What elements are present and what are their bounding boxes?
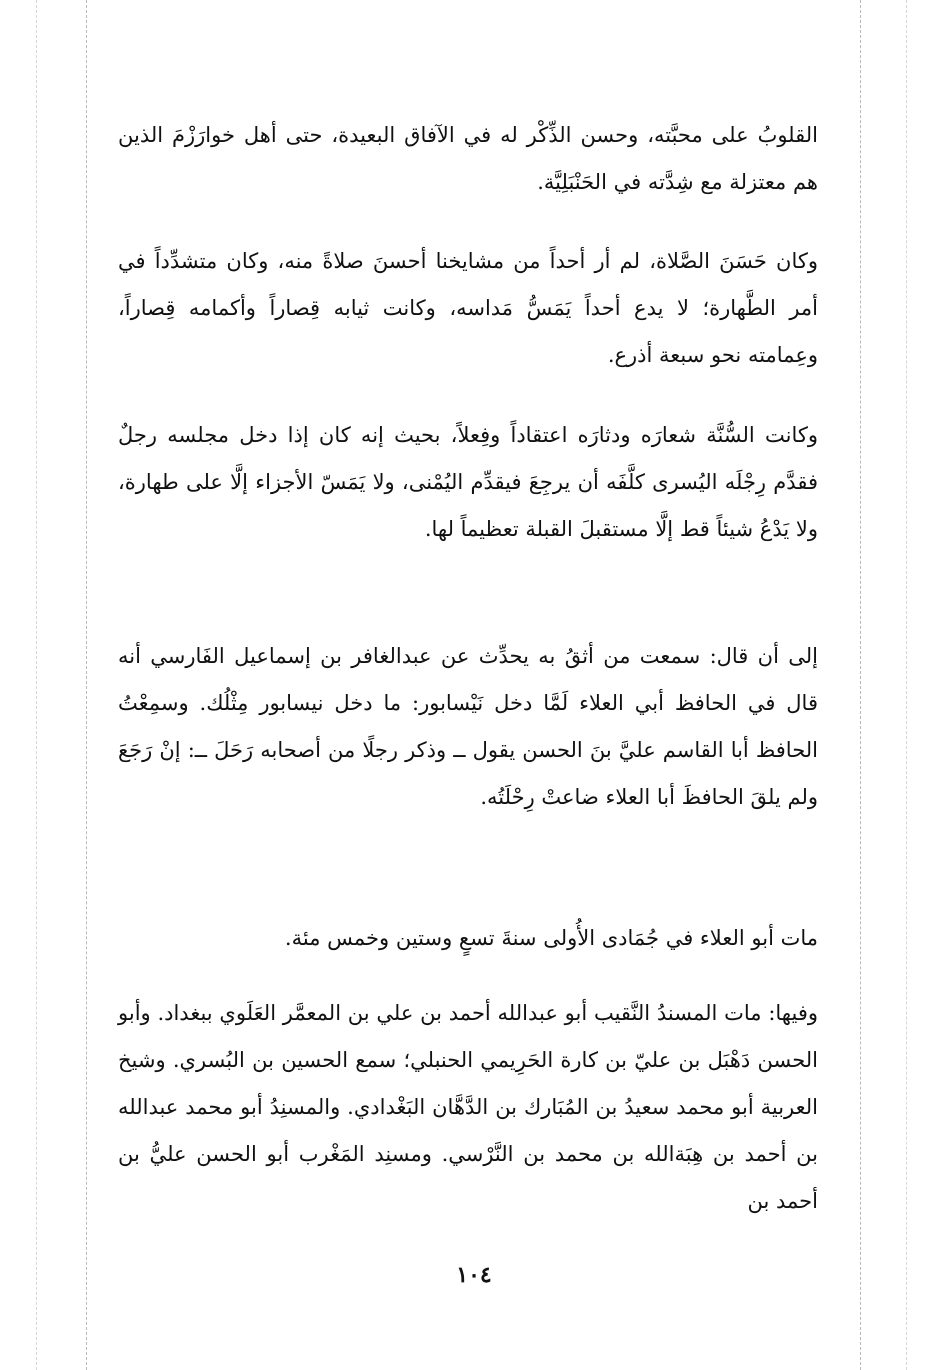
scan-border-right-outer — [906, 0, 907, 1370]
scan-border-right — [860, 0, 861, 1370]
paragraph-3: وكانت السُّنَّة شعارَه ودثارَه اعتقاداً وفِعلاً، بحيث إنه كان إذا دخل مجلسه رجلٌ فقدَّم رِجْلَه اليُسرى كلَّفَه أن يرجِعَ فيقدِّم اليُمْنى، ولا يَمَسّ الأجزاء إلَّا على طهارة، ولا يَدْعُ شيئاً قط إلَّا مستقبلَ القبلة تعظيماً لها. — [118, 423, 818, 541]
scan-border-left-outer — [36, 0, 37, 1370]
paragraph-6: وفيها: مات المسندُ النَّقيب أبو عبدالله أحمد بن علي بن المعمَّر العَلَوي ببغداد. وأبو الحسن دَهْبَل بن عليّ بن كارة الحَرِيمي الحنبلي؛ سمع الحسين بن البُسري. وشيخ العربية أبو محمد سعيدُ بن المُبَارك بن الدَّهَّان البَغْدادي. والمسنِدُ أبو محمد عبدالله بن أحمد بن هِبَةالله بن محمد بن النَّرْسي. ومسنِد المَغْرب أبو الحسن عليُّ بن أحمد بن — [118, 1001, 818, 1213]
paragraph-1: القلوبُ على محبَّته، وحسن الذِّكْر له في الآفاق البعيدة، حتى أهل خوارَزْمَ الذين هم معتزلة مع شِدَّته في الحَنْبَلِيَّة. — [118, 123, 818, 194]
scan-border-left — [86, 0, 87, 1370]
page-number: ١٠٤ — [456, 1262, 492, 1288]
paragraph-5: مات أبو العلاء في جُمَادى الأُولى سنةَ تسعٍ وستين وخمس مئة. — [284, 926, 818, 950]
paragraph-4: إلى أن قال: سمعت من أثقُ به يحدِّث عن عبدالغافر بن إسماعيل الفَارسي أنه قال في الحافظ أبي العلاء لَمَّا دخل نَيْسابور: ما دخل نيسابور مِثْلُك. وسمِعْتُ الحافظ أبا القاسم عليَّ بنَ الحسن يقول ــ وذكر رجلًا من أصحابه رَحَلَ ــ: إنْ رَجَعَ ولم يلقَ الحافظَ أبا العلاء ضاعتْ رِحْلَتُه. — [118, 644, 818, 809]
paragraph-2: وكان حَسَنَ الصَّلاة، لم أر أحداً من مشايخنا أحسنَ صلاةً منه، وكان متشدِّداً في أمر الطَّهارة؛ لا يدع أحداً يَمَسُّ مَداسه، وكانت ثيابه قِصاراً وأكمامه قِصاراً، وعِمامته نحو سبعة أذرع. — [118, 249, 818, 367]
